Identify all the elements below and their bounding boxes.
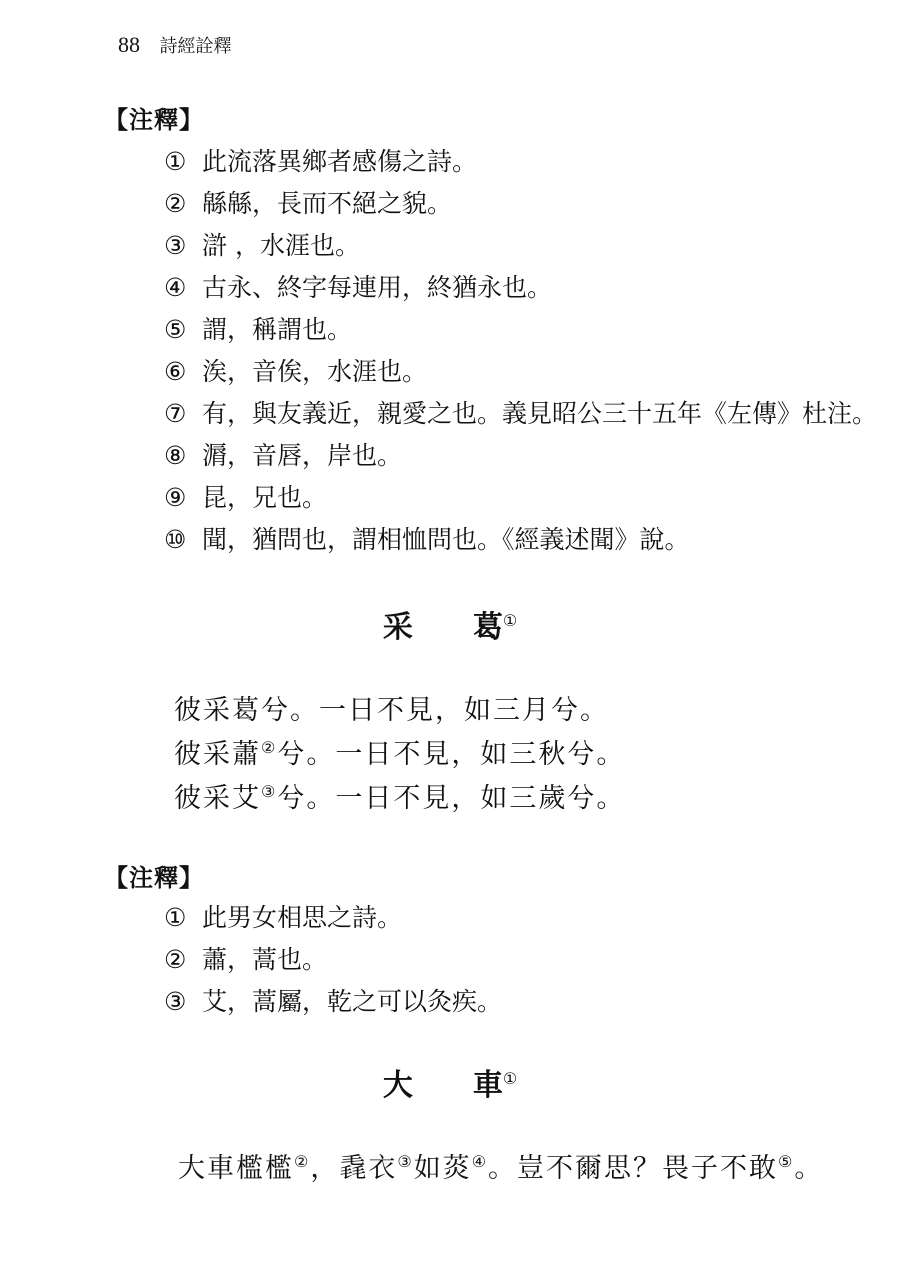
note-text: 謂，稱謂也。 [202,315,353,344]
verse-text: 彼采蕭 [174,739,261,770]
annotation-note [164,226,360,262]
footnote-marker: ② [294,1152,311,1171]
verse-text: 兮。一日不見，如三歲兮。 [277,783,626,814]
note-text: 有，與友義近，親愛之也。義見昭公三十五年《左傳》杜注。 [202,399,878,428]
note-marker: ② [164,189,187,218]
page-header [118,32,232,58]
verse-text: 彼采艾 [174,783,261,814]
annotation-note [164,352,427,388]
verse-text: ，毳衣 [310,1153,398,1184]
note-text: 此男女相思之詩。 [202,903,403,932]
annotation-note [164,982,502,1018]
verse-text: 。 [794,1153,824,1184]
note-marker: ⑧ [164,441,187,470]
note-text: 漘，音唇，岸也。 [202,441,403,470]
note-text: 滸 ，水涯也。 [202,231,360,260]
footnote-marker: ① [502,1069,518,1088]
note-text: 緜緜，長而不絕之貌。 [202,189,453,218]
verse-text: 彼采葛兮。一日不見，如三月兮。 [174,695,609,726]
annotation-note [164,436,402,472]
footnote-marker: ③ [397,1152,414,1171]
note-marker: ⑥ [164,357,187,386]
page-number: 88 [118,32,140,57]
note-text: 蕭，蒿也。 [202,945,328,974]
note-text: 艾，蒿屬，乾之可以灸疾。 [202,987,503,1016]
verse-text: 如菼 [413,1153,472,1184]
note-marker: ⑦ [164,399,187,428]
footnote-marker: ② [261,738,278,757]
verse-line [174,732,625,771]
verse-line [174,776,625,815]
note-marker: ④ [164,273,187,302]
note-marker: ③ [164,231,187,260]
verse-text: 。豈不爾思？畏子不敢 [488,1153,779,1184]
note-text: 涘，音俟，水涯也。 [202,357,428,386]
poem-title-char: 葛 [472,610,503,645]
annotation-note [164,310,352,346]
poem-title-char: 大 [382,1068,413,1103]
annotation-note [164,142,477,178]
annotation-heading: 【注釋】 [104,106,204,134]
verse-line [178,1146,823,1185]
running-title: 詩經詮釋 [159,36,232,56]
annotation-note [164,940,327,976]
note-marker: ① [164,903,187,932]
note-text: 古永、終字每連用，終猶永也。 [202,273,553,302]
note-marker: ③ [164,987,187,1016]
footnote-marker: ① [502,611,518,630]
annotation-note [164,394,877,430]
note-marker: ⑩ [164,525,187,554]
footnote-marker: ④ [471,1152,489,1171]
annotation-note [164,520,690,556]
annotation-note [164,268,552,304]
verse-text: 兮。一日不見，如三秋兮。 [277,739,626,770]
footnote-marker: ③ [261,782,278,801]
poem-title-char: 車 [472,1068,503,1103]
annotation-note [164,478,327,514]
annotation-heading: 【注釋】 [104,864,204,892]
note-marker: ② [164,945,187,974]
footnote-marker: ⑤ [778,1152,795,1171]
note-marker: ⑨ [164,483,187,512]
note-marker: ⑤ [164,315,187,344]
verse-line [174,688,609,727]
verse-text: 大車檻檻 [178,1153,294,1184]
note-marker: ① [164,147,187,176]
annotation-note [164,184,452,220]
note-text: 此流落異鄉者感傷之詩。 [202,147,478,176]
poem-title [0,1060,900,1104]
poem-title [0,602,900,646]
poem-title-char: 采 [382,610,413,645]
note-text: 昆，兄也。 [202,483,328,512]
note-text: 聞，猶問也，謂相恤問也。《經義述聞》說。 [202,525,690,554]
annotation-note [164,898,402,934]
